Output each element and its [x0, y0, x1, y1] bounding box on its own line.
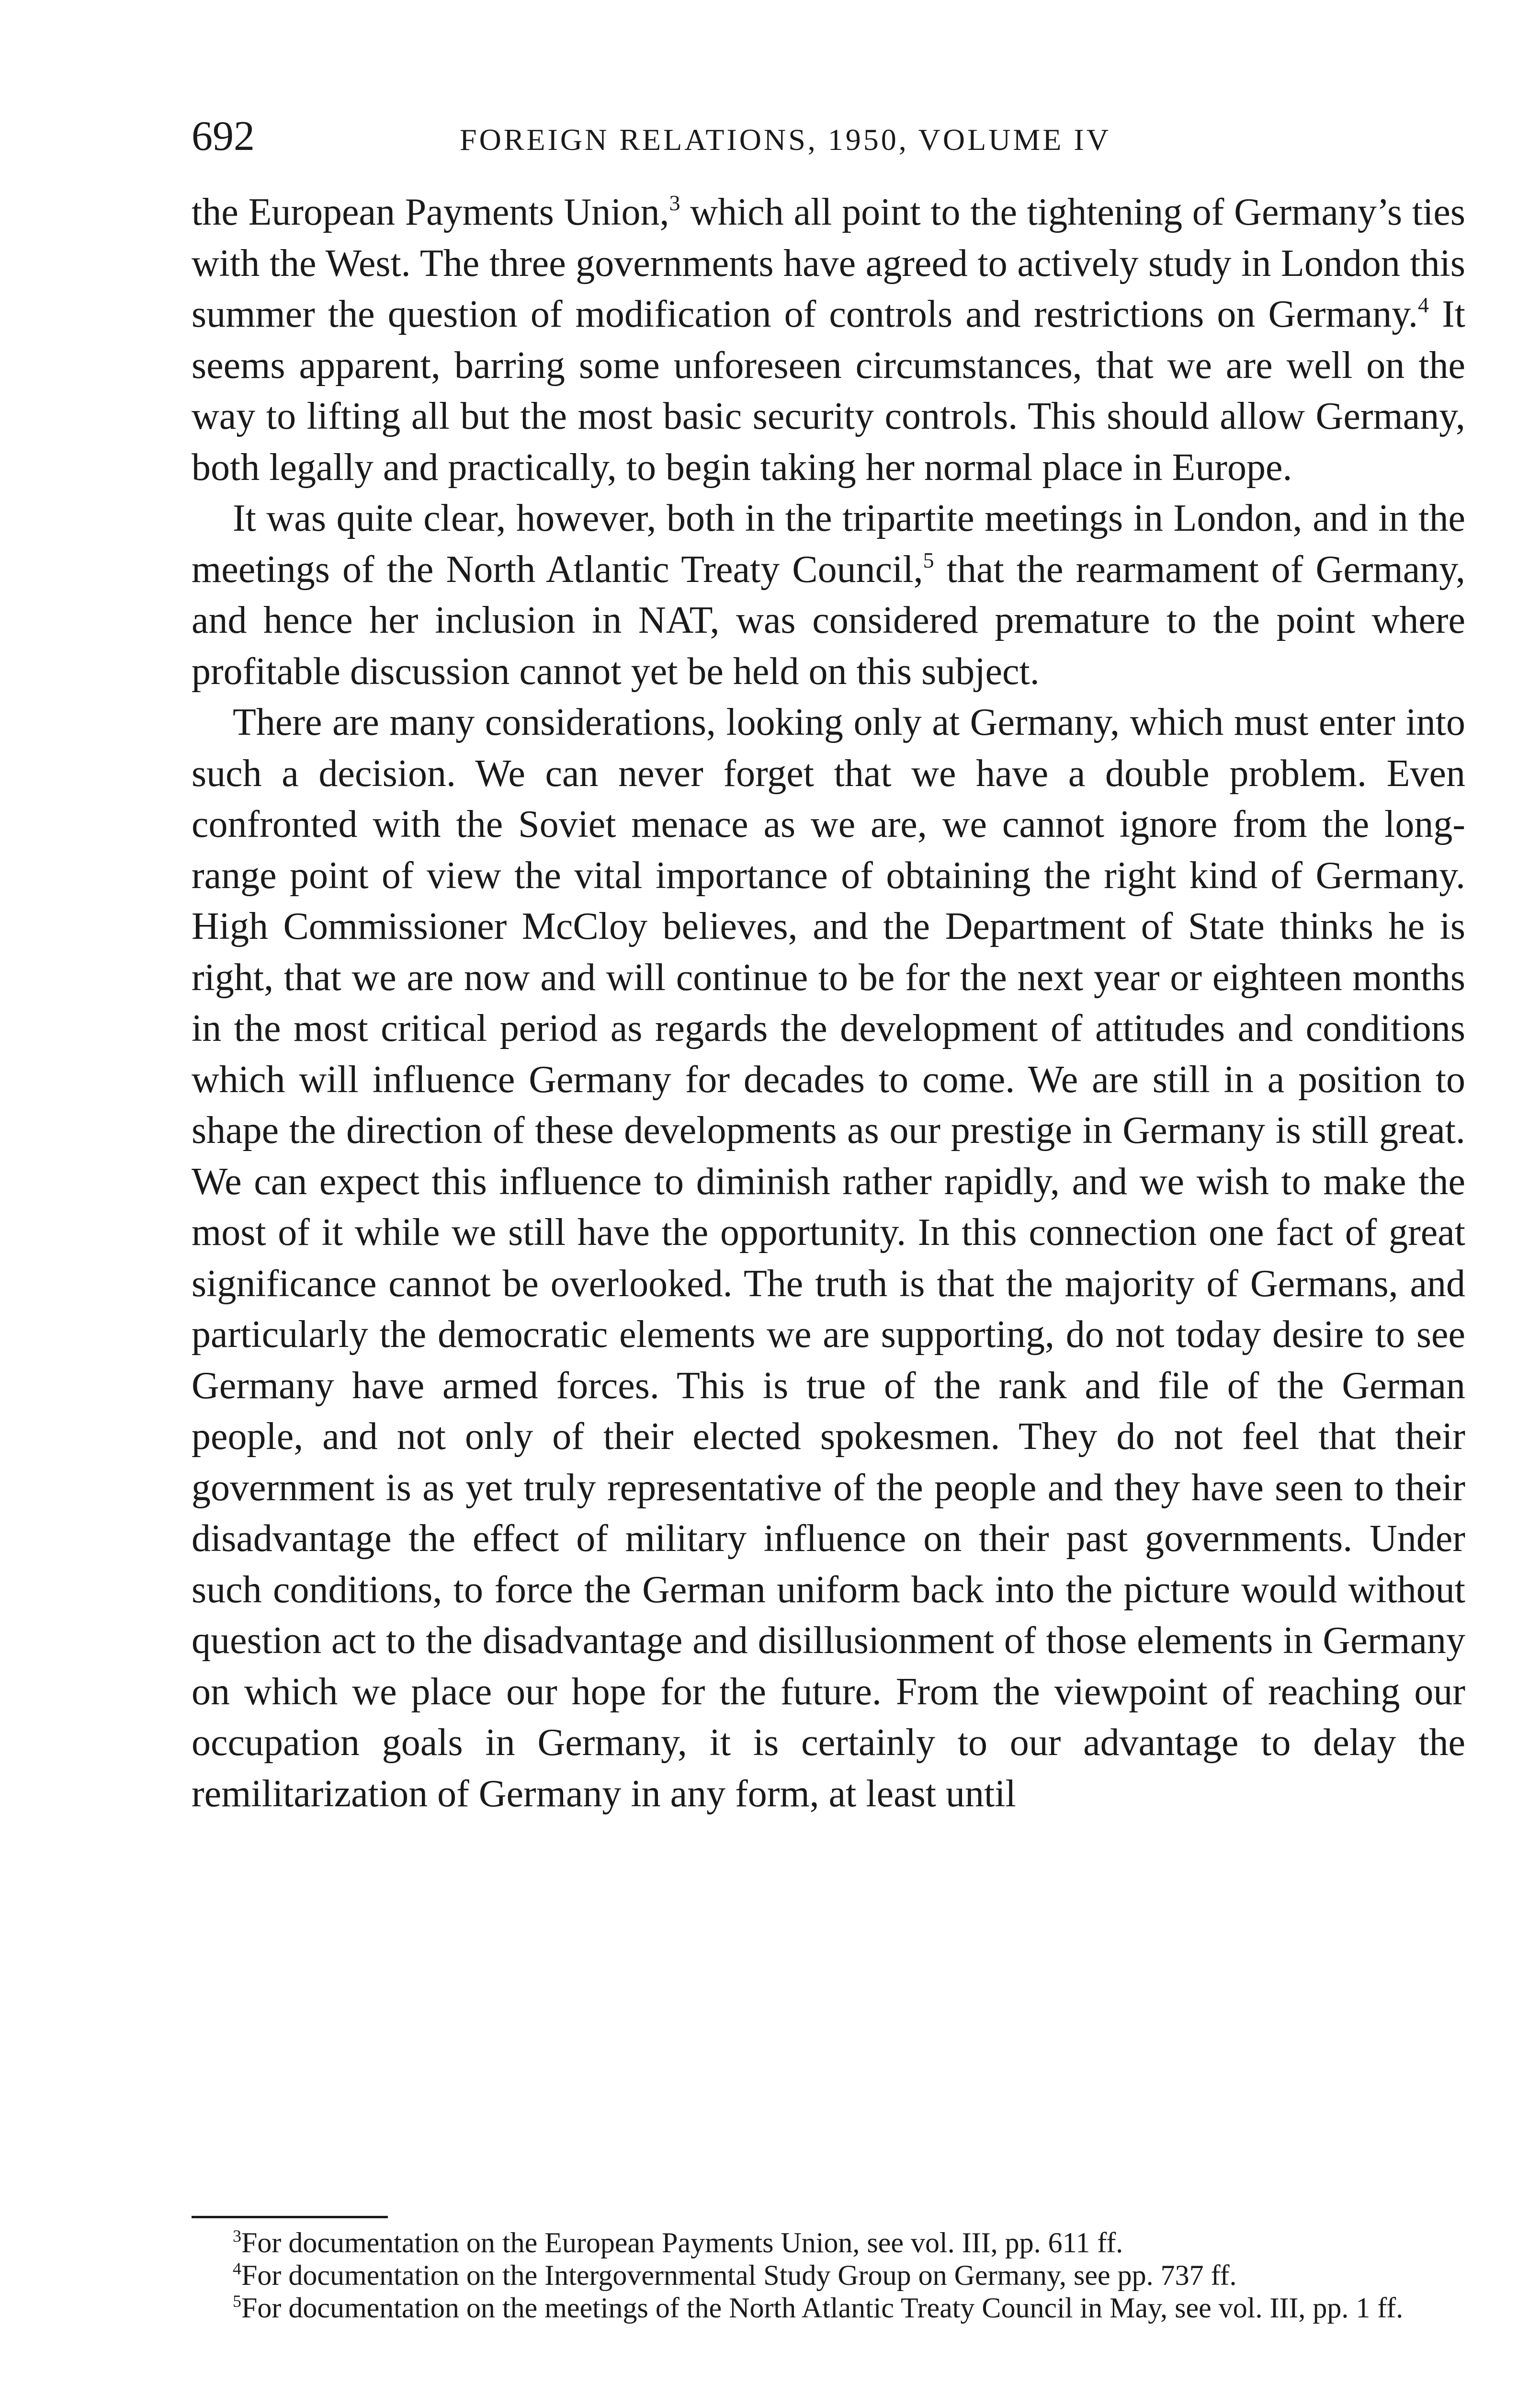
- paragraph-continued: [192, 187, 1465, 493]
- text-run: the European Payments Union,: [192, 191, 669, 233]
- text-run: that the rearmament of Germany, and hence her inclusion in NAT, was considered premature to the point where profitable discussion cannot yet be held on this subject.: [192, 548, 1466, 693]
- footnote-5: [192, 2292, 1465, 2324]
- text-run: which all point to the tightening of Germany’s ties with the West. The three governments have agreed to actively study in London this summer the question of modification of controls and restrictions on Germany.: [192, 191, 1465, 335]
- page-number: 692: [192, 113, 255, 160]
- footnote-divider: [192, 2216, 388, 2218]
- footnote-reference: 3: [669, 191, 680, 215]
- page-header: [192, 110, 1465, 163]
- paragraph-tripartite-meetings: [192, 493, 1465, 697]
- footnote-marker: 5: [233, 2292, 241, 2311]
- footnote-4: [192, 2259, 1465, 2292]
- footnote-reference: 4: [1418, 293, 1429, 317]
- footnote-marker: 3: [233, 2226, 241, 2246]
- footnote-reference: 5: [923, 547, 934, 572]
- footnote-text: For documentation on the meetings of the North Atlantic Treaty Council in May, see vol. III, pp. 1 ff.: [241, 2292, 1404, 2324]
- footnotes: [192, 2226, 1465, 2324]
- footnote-marker: 4: [233, 2259, 241, 2278]
- footnote-text: For documentation on the Intergovernmental Study Group on Germany, see pp. 737 ff.: [241, 2259, 1237, 2291]
- text-run: It was quite clear, however, both in the tripartite meetings in London, and in the meetings of the North Atlantic Treaty Council,: [192, 497, 1465, 591]
- text-run: It seems apparent, barring some unforeseen circumstances, that we are well on the way to lifting all but the most basic security controls. This should allow Germany, both legally and practically, to begin taking her normal place in Europe.: [192, 293, 1465, 489]
- body-text: [192, 187, 1465, 1819]
- footnote-3: [192, 2226, 1465, 2259]
- text-run: There are many considerations, looking only at Germany, which must enter into such a decision. We can never forget that we have a double problem. Even confronted with the Soviet menace as we are, we cannot ignore from the long-range point of view the vital importance of obtaining the right kind of Germany. High Commissioner McCloy believes, and the Department of State thinks he is right, that we are now and will continue to be for the next year or eighteen months in the most critical period as regards the development of attitudes and conditions which will influence Germany for decades to come. We are still in a position to shape the direction of these developments as our prestige in Germany is still great. We can expect this influence to diminish rather rapidly, and we wish to make the most of it while we still have the opportunity. In this connection one fact of great significance cannot be overlooked. The truth is that the majority of Germans, and particularly the democratic elements we are supporting, do not today desire to see Germany have armed forces. This is true of the rank and file of the German people, and not only of their elected spokesmen. They do not feel that their government is as yet truly representative of the people and they have seen to their disadvantage the effect of military influence on their past governments. Under such conditions, to force the German uniform back into the picture would without question act to the disadvantage and disillusionment of those elements in Germany on which we place our hope for the future. From the viewpoint of reaching our occupation goals in Germany, it is certainly to our advantage to delay the remilitarization of Germany in any form, at least until: [192, 701, 1465, 1815]
- running-title: FOREIGN RELATIONS, 1950, VOLUME IV: [460, 123, 1111, 157]
- paragraph-considerations: [192, 697, 1465, 1819]
- footnote-text: For documentation on the European Payments Union, see vol. III, pp. 611 ff.: [241, 2227, 1123, 2258]
